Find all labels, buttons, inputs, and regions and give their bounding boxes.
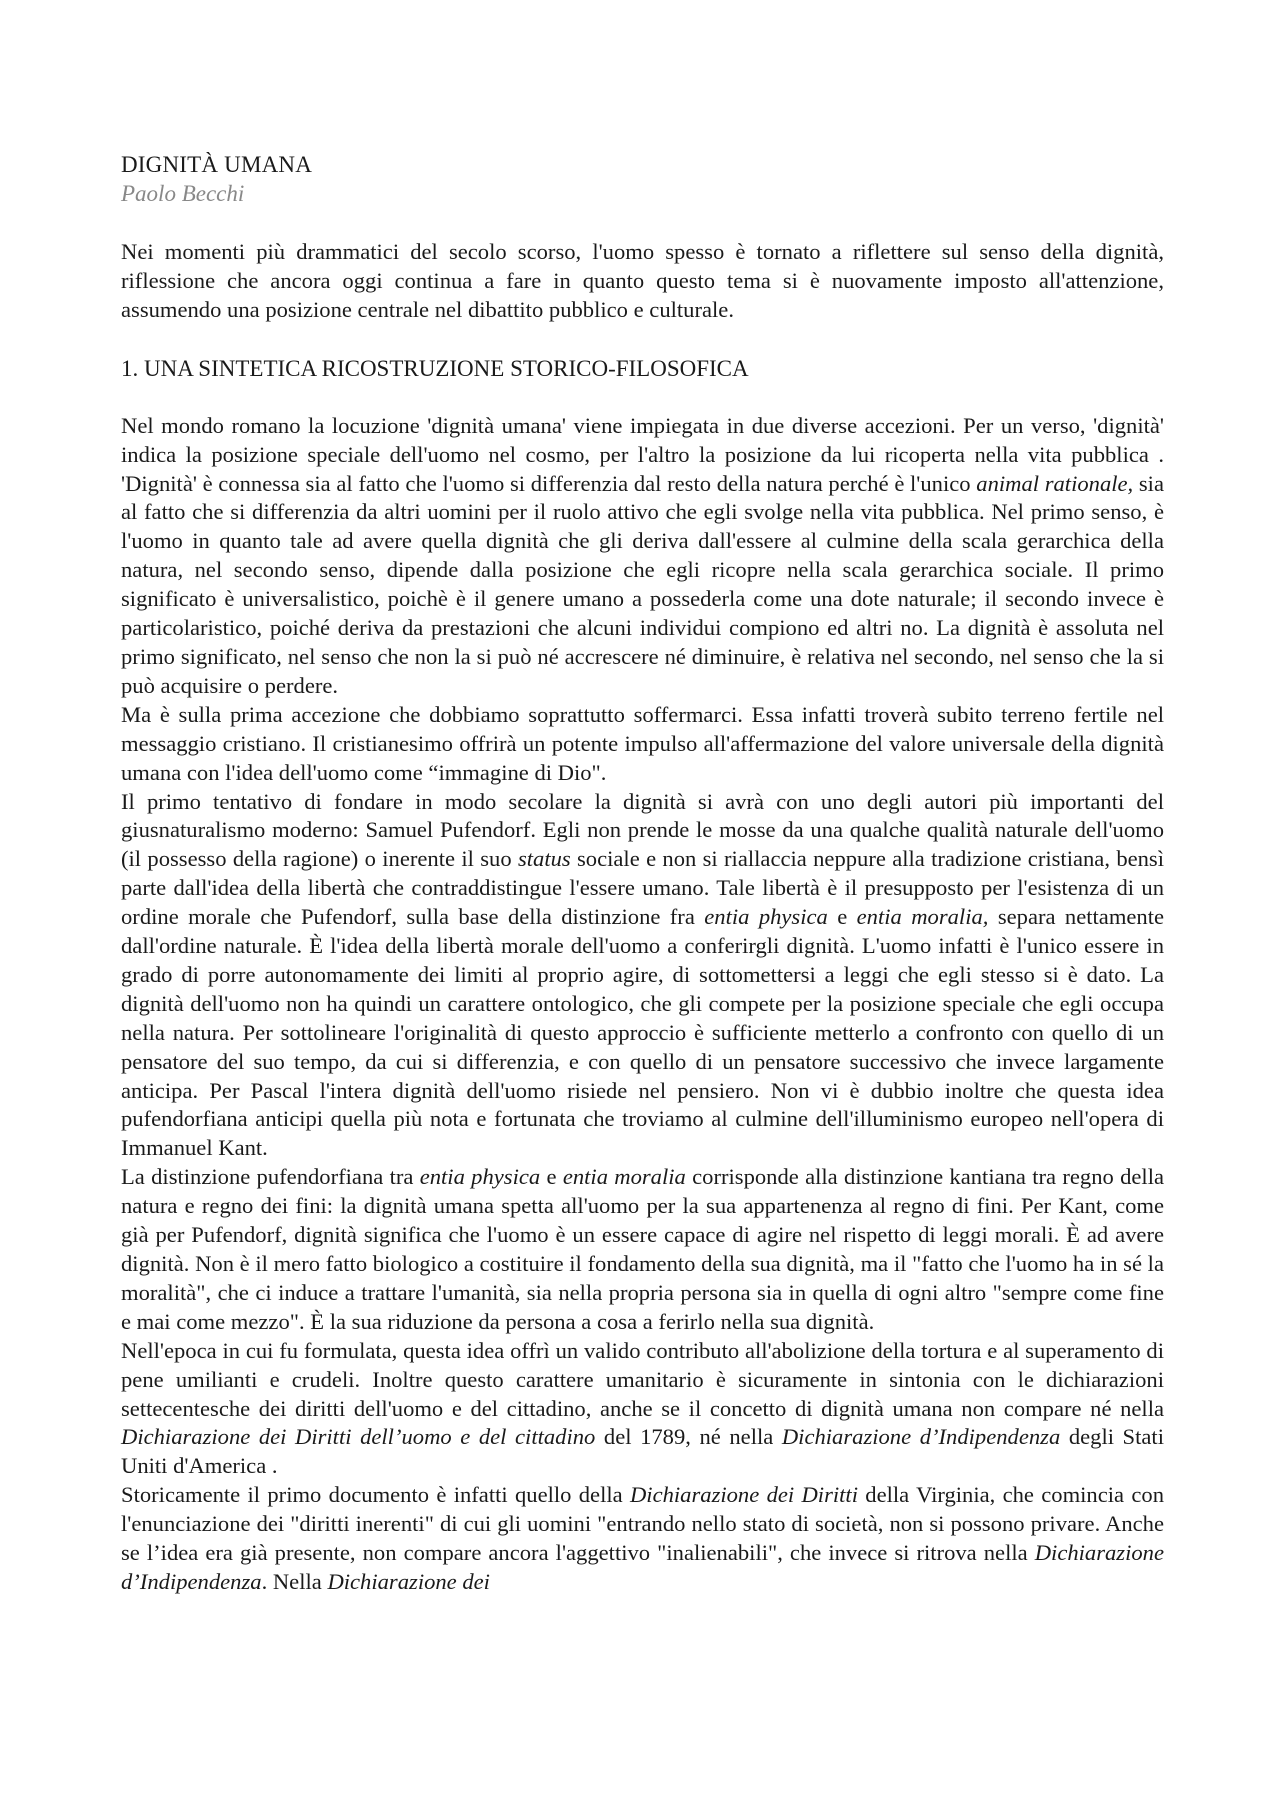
body-paragraph [121, 701, 1164, 788]
text-run: della Virginia, che comincia con l'enunciazione dei "diritti inerenti" di cui gli uomini "entrando nello stato di società, non si possono privare. Anche se l’idea era già presente, non compare ancora l'aggettivo "inalienabili", che invece si ritrova nella [121, 1482, 1164, 1566]
text-run: sociale e non si riallaccia neppure alla tradizione cristiana, bensì parte dall'idea della libertà che contraddistingue l'essere umano. Tale libertà è il presupposto per l'esistenza di un ordine morale che Pufendorf, sulla base della distinzione fra [121, 846, 1165, 930]
text-run: . Nella [261, 1568, 328, 1594]
text-run: e [540, 1164, 563, 1190]
section-heading: 1. UNA SINTETICA RICOSTRUZIONE STORICO-FILOSOFICA [121, 355, 749, 381]
text-run: Nel mondo romano la locuzione 'dignità umana' viene impiegata in due diverse accezioni. Per un verso, 'dignità' indica la posizione speciale dell'uomo nel cosmo, per l'altro la posizione da lui ricoperta nella vita pubblica . 'Dignità' è connessa sia al fatto che l'uomo si differenzia dal resto della natura perché è l'unico [121, 412, 1164, 496]
italic-run: entia physica [419, 1164, 541, 1190]
italic-run: status [517, 846, 571, 872]
body-paragraph [121, 1337, 1164, 1482]
text-run: e [827, 904, 857, 930]
text-run: separa nettamente dall'ordine naturale. È l'idea della libertà morale dell'uomo a conferirgli dignità. L'uomo infatti è l'unico essere in grado di porre autonomamente dei limiti al proprio agire, di sottomettersi a leggi che egli stesso si è dato. La dignità dell'uomo non ha quindi un carattere ontologico, che gli compete per la posizione speciale che egli occupa nella natura. Per sottolineare l'originalità di questo approccio è sufficiente metterlo a confronto con quello di un pensatore del suo tempo, da cui si differenzia, e con quello di un pensatore successivo che invece largamente anticipa. Per Pascal l'intera dignità dell'uomo risiede nel pensiero. Non vi è dubbio inoltre che questa idea pufendorfiana anticipi quella più nota e fortunata che troviamo al culmine dell'illuminismo europeo nell'opera di Immanuel Kant. [121, 904, 1165, 1161]
text-run: Il primo tentativo di fondare in modo secolare la dignità si avrà con uno degli autori più importanti del giusnaturalismo moderno: Samuel Pufendorf. Egli non prende le mosse da una qualche qualità naturale dell'uomo (il possesso della ragione) o inerente il suo [121, 788, 1164, 872]
document-page [121, 150, 1164, 1597]
text-run: corrisponde alla distinzione kantiana tra regno della natura e regno dei fini: la dignità umana spetta all'uomo per la sua appartenenza al regno di fini. Per Kant, come già per Pufendorf, dignità significa che l'uomo è un essere capace di agire nel rispetto di leggi morali. È ad avere dignità. Non è il mero fatto biologico a costituire il fondamento della sua dignità, ma il "fatto che l'uomo ha in sé la moralità", che ci induce a trattare l'umanità, sia nella propria persona sia in quella di ogni altro "sempre come fine e mai come mezzo". È la sua riduzione da persona a cosa a ferirlo nella sua dignità. [121, 1164, 1165, 1334]
italic-run: Dichiarazione dei Diritti dell’uomo e del cittadino [121, 1424, 596, 1450]
document-title: DIGNITÀ UMANA [121, 152, 313, 177]
italic-run: Dichiarazione d’Indipendenza [121, 1540, 1164, 1594]
text-run: La distinzione pufendorfiana tra [121, 1164, 420, 1190]
italic-run: entia moralia [562, 1164, 686, 1190]
text-run: Storicamente il primo documento è infatti quello della [121, 1482, 630, 1508]
text-run: degli Stati Uniti d'America . [121, 1424, 1164, 1479]
text-run: sia al fatto che si differenzia da altri uomini per il ruolo attivo che egli svolge nella vita pubblica. Nel primo senso, è l'uomo in quanto tale ad avere quella dignità che gli deriva dall'essere al culmine della scala gerarchica della natura, nel secondo senso, dipende dalla posizione che egli ricopre nella scala gerarchica sociale. Il primo significato è universalistico, poichè è il genere umano a possederla come una dote naturale; il secondo invece è particolaristico, poiché deriva da prestazioni che alcuni individui compiono ed altri no. La dignità è assoluta nel primo significato, nel senso che non la si può né accrescere né diminuire, è relativa nel secondo, nel senso che la si può acquisire o perdere. [121, 470, 1164, 698]
italic-run: entia physica [704, 904, 828, 930]
italic-run: Dichiarazione dei [327, 1568, 490, 1594]
text-run: Ma è sulla prima accezione che dobbiamo soprattutto soffermarci. Essa infatti troverà subito terreno fertile nel messaggio cristiano. Il cristianesimo offrirà un potente impulso all'affermazione del valore universale della dignità umana con l'idea dell'uomo come “immagine di Dio". [121, 701, 1164, 785]
italic-run: animal rationale, [976, 470, 1134, 496]
text-run: del 1789, né nella [595, 1424, 782, 1450]
italic-run: Dichiarazione dei Diritti [629, 1482, 858, 1508]
body-paragraph [121, 412, 1164, 701]
intro-paragraph: Nei momenti più drammatici del secolo scorso, l'uomo spesso è tornato a riflettere sul senso della dignità, riflessione che ancora oggi continua a fare in quanto questo tema si è nuovamente imposto all'attenzione, assumendo una posizione centrale nel dibattito pubblico e culturale. [121, 239, 1164, 322]
body-paragraph [121, 1163, 1164, 1336]
italic-run: entia moralia, [856, 904, 989, 930]
document-author: Paolo Becchi [121, 181, 245, 206]
body-paragraph [121, 788, 1164, 1164]
section-body [121, 412, 1164, 1597]
body-paragraph [121, 1481, 1164, 1597]
text-run: Nell'epoca in cui fu formulata, questa idea offrì un valido contributo all'abolizione della tortura e al superamento di pene umilianti e crudeli. Inoltre questo carattere umanitario è sicuramente in sintonia con le dichiarazioni settecentesche dei diritti dell'uomo e del cittadino, anche se il concetto di dignità umana non compare né nella [121, 1337, 1164, 1421]
italic-run: Dichiarazione d’Indipendenza [781, 1424, 1061, 1450]
